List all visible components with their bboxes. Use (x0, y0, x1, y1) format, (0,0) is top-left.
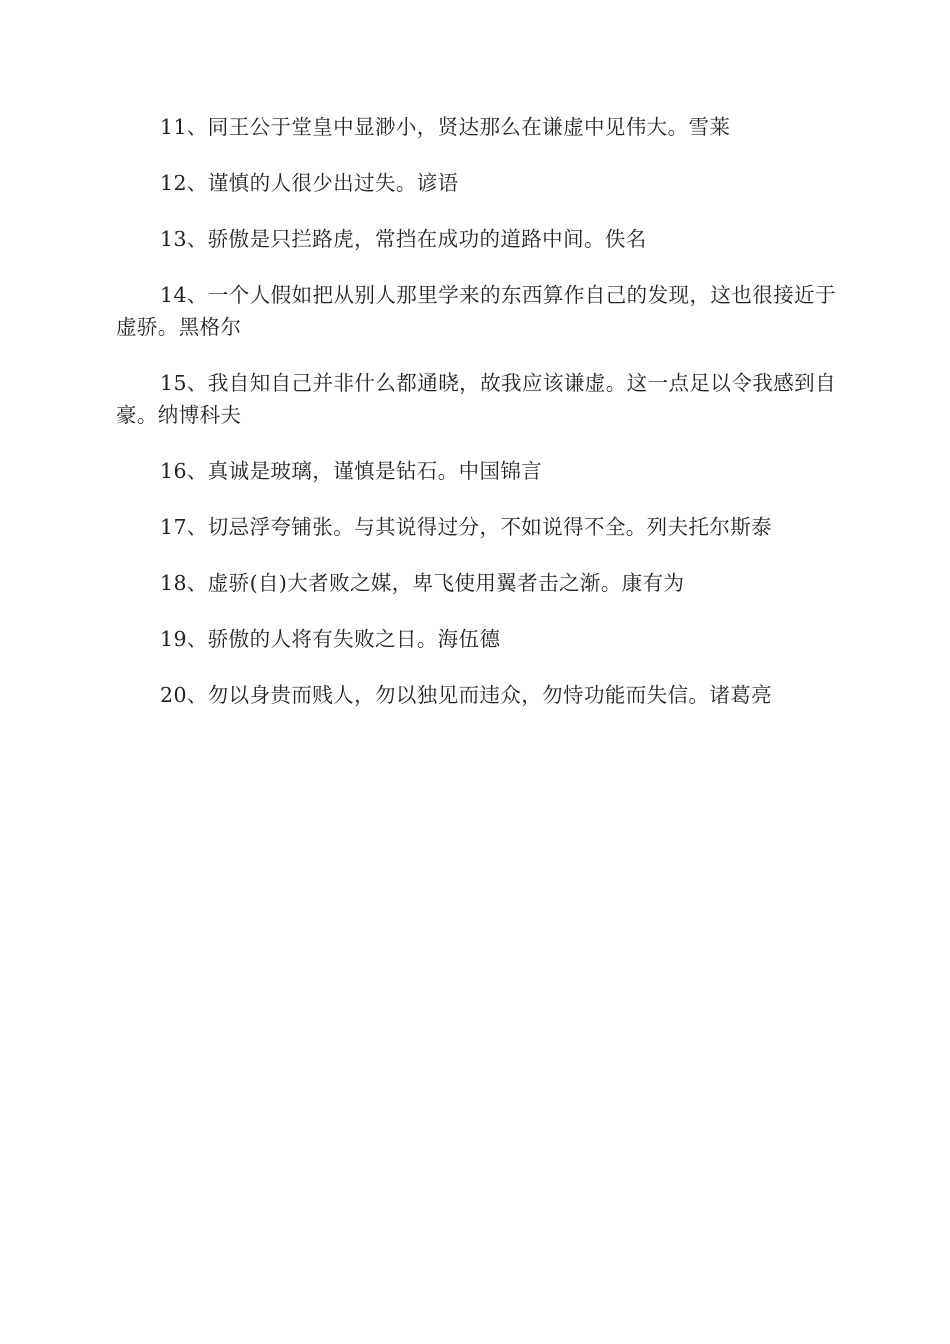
quote-item-18: 18、虚骄(自)大者败之媒，卑飞使用翼者击之渐。康有为 (160, 571, 685, 595)
quote-item-12: 12、谨慎的人很少出过失。谚语 (160, 171, 459, 195)
quote-item-13: 13、骄傲是只拦路虎，常挡在成功的道路中间。佚名 (160, 227, 647, 251)
quote-item-11: 11、同王公于堂皇中显渺小，贤达那么在谦虚中见伟大。雪莱 (160, 115, 731, 139)
quote-item-19: 19、骄傲的人将有失败之日。海伍德 (160, 627, 501, 651)
quote-item-15: 15、我自知自己并非什么都通晓，故我应该谦虚。这一点足以令我感到自豪。纳博科夫 (116, 371, 836, 427)
quote-item-16: 16、真诚是玻璃，谨慎是钻石。中国锦言 (160, 459, 543, 483)
quote-item-14: 14、一个人假如把从别人那里学来的东西算作自己的发现，这也很接近于虚骄。黑格尔 (116, 283, 836, 339)
quote-item-20: 20、勿以身贵而贱人，勿以独见而违众，勿恃功能而失信。诸葛亮 (160, 683, 773, 707)
quote-list (116, 111, 836, 735)
quote-item-17: 17、切忌浮夸铺张。与其说得过分，不如说得不全。列夫托尔斯泰 (160, 515, 773, 539)
